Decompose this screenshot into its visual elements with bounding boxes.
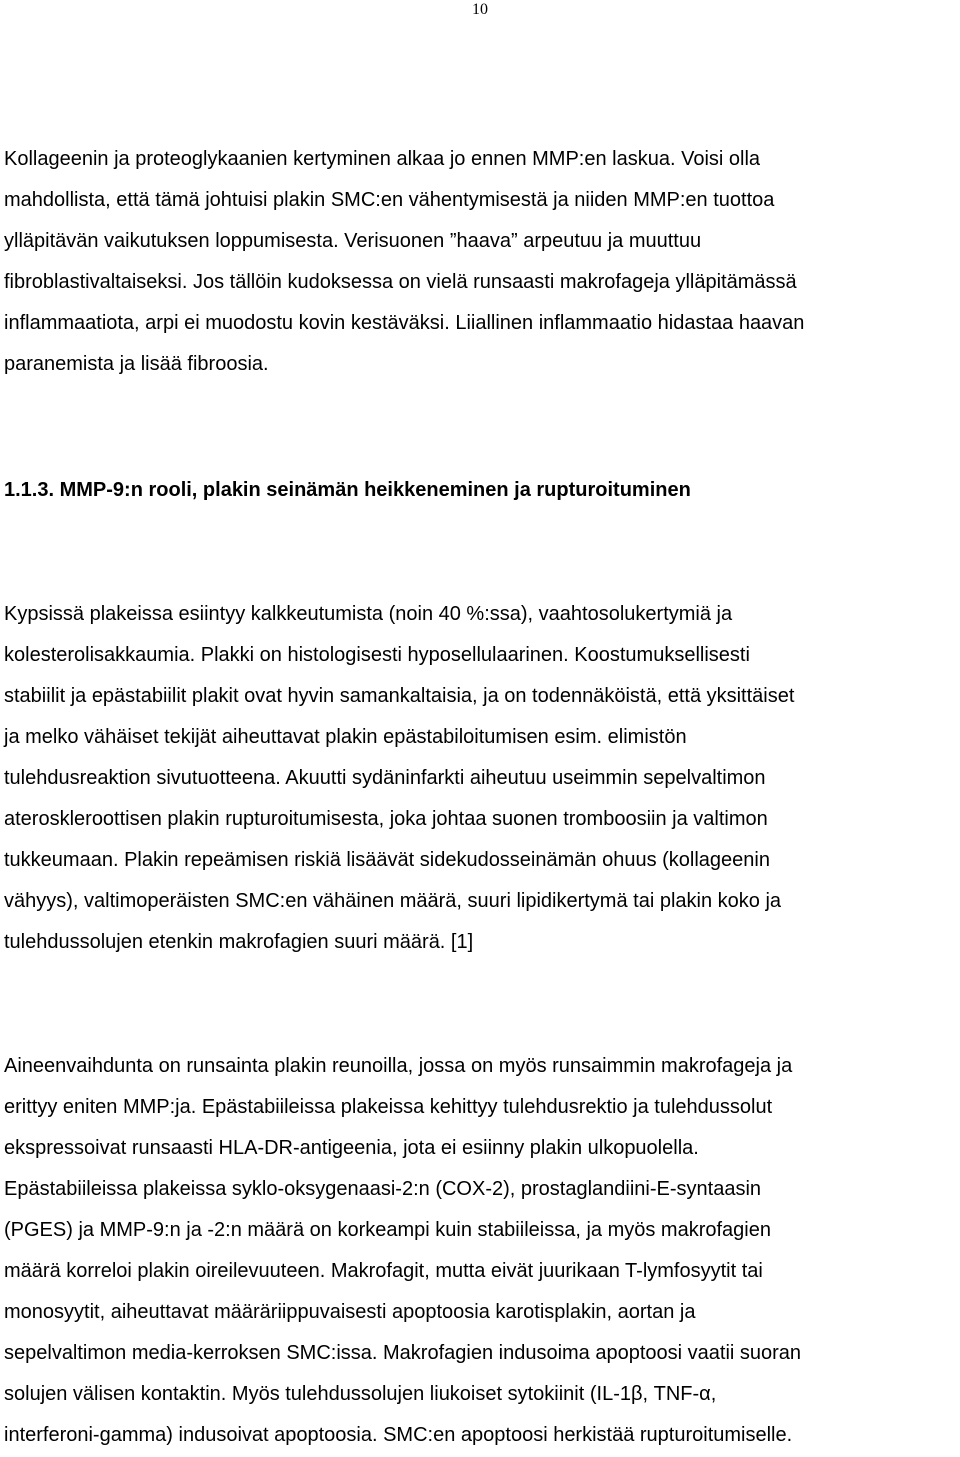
- paragraph-2: [4, 594, 956, 963]
- text-line: Kypsissä plakeissa esiintyy kalkkeutumista (noin 40 %:ssa), vaahtosolukertymiä ja: [4, 603, 733, 625]
- text-line: (PGES) ja MMP-9:n ja -2:n määrä on korkeampi kuin stabiileissa, ja myös makrofagien: [4, 1219, 771, 1241]
- text-line: solujen välisen kontaktin. Myös tulehdussolujen liukoiset sytokiinit (IL-1β, TNF-α,: [4, 1383, 717, 1405]
- text-line: vähyys), valtimoperäisten SMC:en vähäinen määrä, suuri lipidikertymä tai plakin koko ja: [4, 890, 782, 912]
- text-line: Epästabiileissa plakeissa syklo-oksygenaasi-2:n (COX-2), prostaglandiini-E-syntaasin: [4, 1178, 762, 1200]
- section-heading: 1.1.3. MMP-9:n rooli, plakin seinämän heikkeneminen ja rupturoituminen: [4, 479, 691, 501]
- text-line: tulehdusreaktion sivutuotteena. Akuutti sydäninfarkti aiheutuu useimmin sepelvaltimon: [4, 767, 766, 789]
- text-line: interferoni-gamma) indusoivat apoptoosia. SMC:en apoptoosi herkistää rupturoitumiselle.: [4, 1424, 793, 1446]
- text-line: stabiilit ja epästabiilit plakit ovat hyvin samankaltaisia, ja on todennäköistä, että yksittäiset: [4, 685, 795, 707]
- text-line: erittyy eniten MMP:ja. Epästabiileissa plakeissa kehittyy tulehdusrektio ja tulehdussolut: [4, 1096, 773, 1118]
- text-line: määrä korreloi plakin oireilevuuteen. Makrofagit, mutta eivät juurikaan T-lymfosyytit tai: [4, 1260, 763, 1282]
- text-line: mahdollista, että tämä johtuisi plakin SMC:en vähentymisestä ja niiden MMP:en tuottoa: [4, 189, 775, 211]
- text-line: tulehdussolujen etenkin makrofagien suuri määrä. [1]: [4, 931, 474, 953]
- text-line: Kollageenin ja proteoglykaanien kertyminen alkaa jo ennen MMP:en laskua. Voisi olla: [4, 148, 761, 170]
- text-line: paranemista ja lisää fibroosia.: [4, 353, 269, 375]
- text-line: monosyytit, aiheuttavat määräriippuvaisesti apoptoosia karotisplakin, aortan ja: [4, 1301, 696, 1323]
- text-line: inflammaatiota, arpi ei muodostu kovin kestäväksi. Liiallinen inflammaatio hidastaa haavan: [4, 312, 805, 334]
- text-line: ateroskleroottisen plakin rupturoitumisesta, joka johtaa suonen tromboosiin ja valtimon: [4, 808, 768, 830]
- text-line: Aineenvaihdunta on runsainta plakin reunoilla, jossa on myös runsaimmin makrofageja ja: [4, 1055, 793, 1077]
- page-number: 10: [472, 1, 488, 18]
- paragraph-1: [4, 139, 956, 385]
- text-line: fibroblastivaltaiseksi. Jos tällöin kudoksessa on vielä runsaasti makrofageja ylläpitämässä: [4, 271, 797, 293]
- text-line: ja melko vähäiset tekijät aiheuttavat plakin epästabiloitumisen esim. elimistön: [4, 726, 687, 748]
- paragraph-3: [4, 1046, 956, 1456]
- text-line: sepelvaltimon media-kerroksen SMC:issa. Makrofagien indusoima apoptoosi vaatii suoran: [4, 1342, 802, 1364]
- text-line: kolesterolisakkaumia. Plakki on histologisesti hyposellulaarinen. Koostumuksellisesti: [4, 644, 750, 666]
- text-line: ekspressoivat runsaasti HLA-DR-antigeenia, jota ei esiinny plakin ulkopuolella.: [4, 1137, 699, 1159]
- text-line: tukkeumaan. Plakin repeämisen riskiä lisäävät sidekudosseinämän ohuus (kollageenin: [4, 849, 770, 871]
- text-line: ylläpitävän vaikutuksen loppumisesta. Verisuonen ”haava” arpeutuu ja muuttuu: [4, 230, 702, 252]
